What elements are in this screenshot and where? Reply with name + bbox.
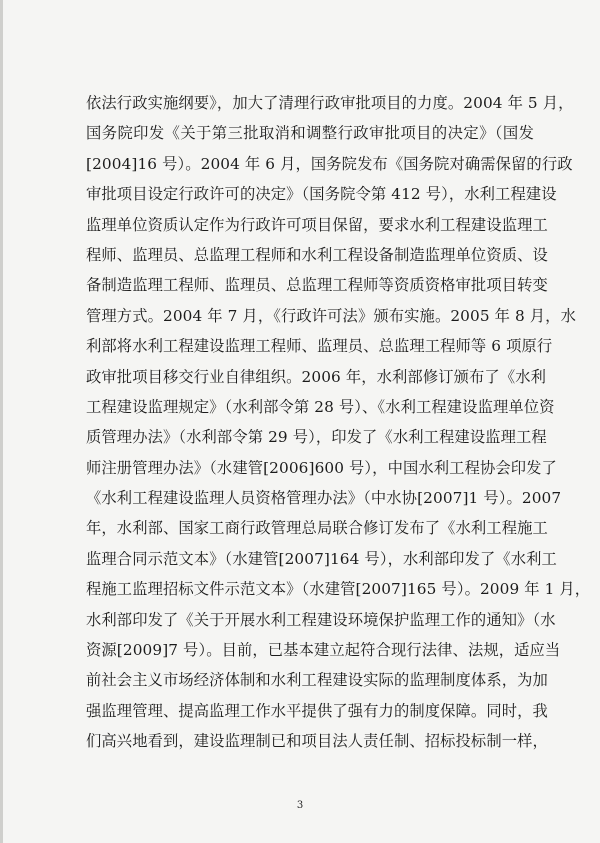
text-line: 资源[2009]7 号）。目前，已基本建立起符合现行法律、法规，适应当 [86, 641, 561, 660]
text-line: 们高兴地看到，建设监理制已和项目法人责任制、招标投标制一样， [86, 732, 548, 751]
text-line: 监理单位资质认定作为行政许可项目保留，要求水利工程建设监理工 [86, 215, 548, 234]
text-line: 强监理管理、提高监理工作水平提供了强有力的制度保障。同时，我 [86, 701, 548, 720]
text-line: 前社会主义市场经济体制和水利工程建设实际的监理制度体系，为加 [86, 671, 548, 690]
text-line: 依法行政实施纲要》，加大了清理行政审批项目的力度。2004 年 5 月， [86, 94, 574, 112]
text-line: 利部将水利工程建设监理工程师、监理员、总监理工程师等 6 项原行 [86, 337, 553, 356]
text-line: 监理合同示范文本》（水建管[2007]164 号），水利部印发了《水利工 [86, 549, 557, 568]
text-line: 工程建设监理规定》（水利部令第 28 号）、《水利工程建设监理单位资 [86, 397, 555, 416]
text-line: 国务院印发《关于第三批取消和调整行政审批项目的决定》（国发 [86, 124, 534, 143]
text-line: [2004]16 号）。2004 年 6 月，国务院发布《国务院对确需保留的行政 [86, 154, 573, 173]
text-line: 质管理办法》（水利部令第 29 号），印发了《水利工程建设监理工程 [86, 428, 547, 447]
text-line: 《水利工程建设监理人员资格管理办法》（中水协[2007]1 号）。2007 [86, 489, 562, 508]
text-line: 政审批项目移交行业自律组织。2006 年，水利部修订颁布了《水利 [86, 367, 547, 386]
text-line: 师注册管理办法》（水建管[2006]600 号），中国水利工程协会印发了 [86, 458, 557, 477]
page-number: 3 [296, 800, 304, 811]
text-line: 备制造监理工程师、监理员、总监理工程师等资质资格审批项目转变 [86, 276, 548, 295]
text-line: 管理方式。2004 年 7 月，《行政许可法》颁布实施。2005 年 8 月，水 [86, 306, 576, 325]
text-line: 程师、监理员、总监理工程师和水利工程设备制造监理单位资质、设 [86, 245, 548, 264]
text-line: 审批项目设定行政许可的决定》（国务院令第 412 号），水利工程建设 [86, 185, 557, 204]
text-line: 年，水利部、国家工商行政管理总局联合修订发布了《水利工程施工 [86, 519, 548, 538]
text-line: 水利部印发了《关于开展水利工程建设环境保护监理工作的通知》（水 [86, 610, 556, 629]
body-text [86, 88, 591, 757]
text-line: 程施工监理招标文件示范文本》（水建管[2007]165 号）。2009 年 1 月， [86, 580, 591, 599]
scan-edge [0, 0, 3, 843]
